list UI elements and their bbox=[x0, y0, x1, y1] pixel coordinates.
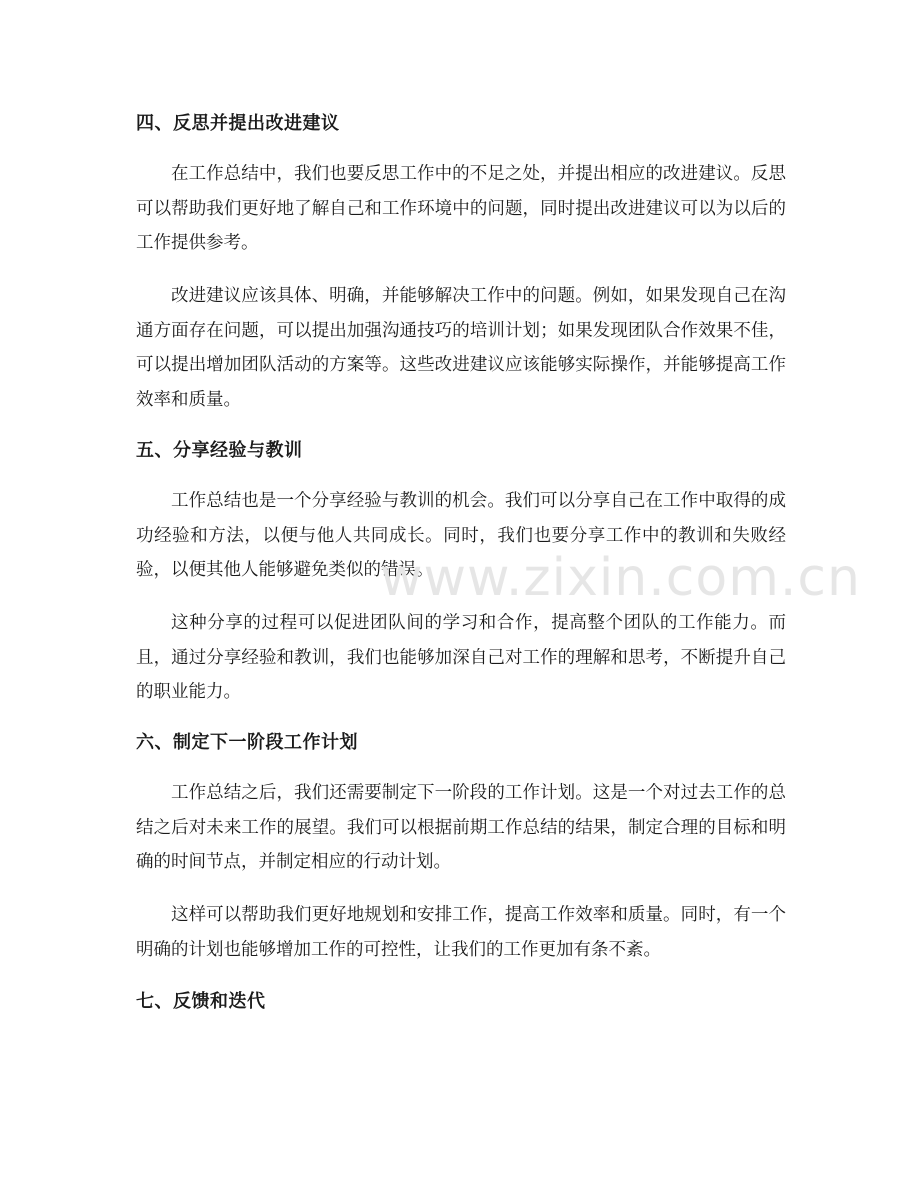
section-heading-4: 四、反思并提出改进建议 bbox=[136, 113, 340, 134]
section-5-paragraph-1: 工作总结也是一个分享经验与教训的机会。我们可以分享自己在工作中取得的成功经验和方法，以便与他人共同成长。同时，我们也要分享工作中的教训和失败经验，以便其他人能够避免类似的错误。 bbox=[136, 491, 786, 580]
section-heading-7: 七、反馈和迭代 bbox=[136, 991, 266, 1012]
section-heading-6: 六、制定下一阶段工作计划 bbox=[136, 732, 358, 753]
section-4-paragraph-2: 改进建议应该具体、明确，并能够解决工作中的问题。例如，如果发现自己在沟通方面存在问题，可以提出加强沟通技巧的培训计划；如果发现团队合作效果不佳，可以提出增加团队活动的方案等。这些改进建议应该能够实际操作，并能够提高工作效率和质量。 bbox=[136, 286, 786, 410]
watermark: www.zixin.com.cn bbox=[380, 548, 861, 608]
section-6-paragraph-2: 这样可以帮助我们更好地规划和安排工作，提高工作效率和质量。同时，有一个明确的计划也能够增加工作的可控性，让我们的工作更加有条不紊。 bbox=[136, 905, 786, 960]
section-heading-5: 五、分享经验与教训 bbox=[136, 440, 303, 461]
section-6-paragraph-1: 工作总结之后，我们还需要制定下一阶段的工作计划。这是一个对过去工作的总结之后对未来工作的展望。我们可以根据前期工作总结的结果，制定合理的目标和明确的时间节点，并制定相应的行动计划。 bbox=[136, 783, 786, 872]
section-4-paragraph-1: 在工作总结中，我们也要反思工作中的不足之处，并提出相应的改进建议。反思可以帮助我们更好地了解自己和工作环境中的问题，同时提出改进建议可以为以后的工作提供参考。 bbox=[136, 164, 786, 253]
section-5-paragraph-2: 这种分享的过程可以促进团队间的学习和合作，提高整个团队的工作能力。而且，通过分享经验和教训，我们也能够加深自己对工作的理解和思考，不断提升自己的职业能力。 bbox=[136, 613, 786, 702]
